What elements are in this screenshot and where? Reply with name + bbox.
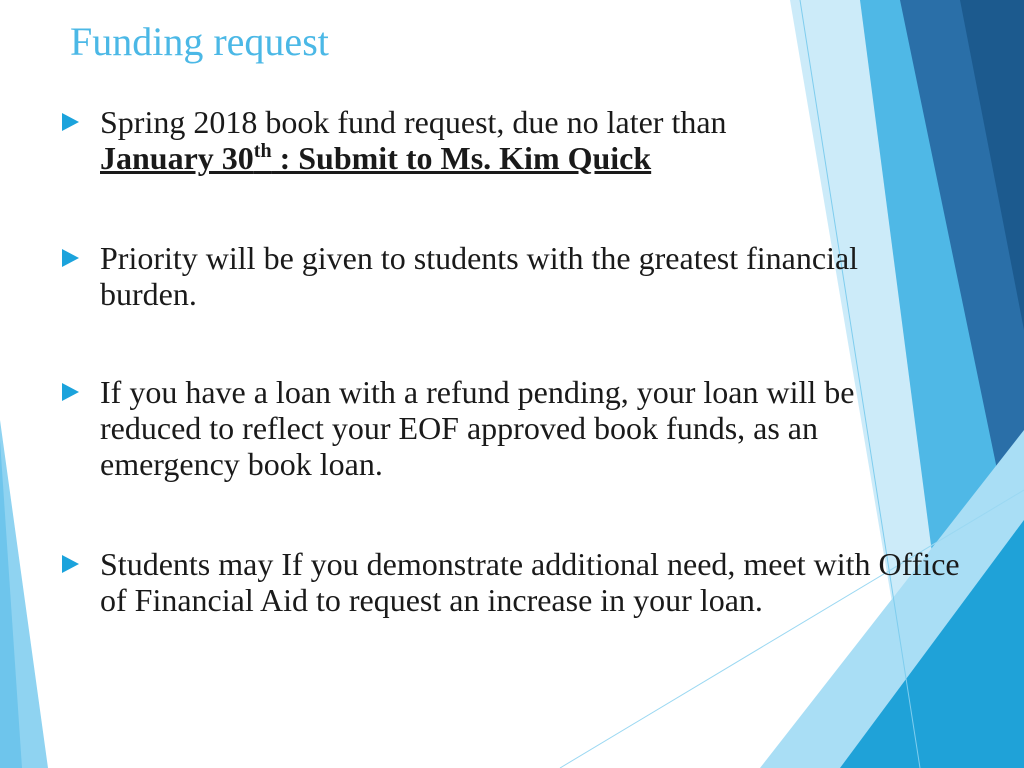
- deadline-emphasis: [100, 140, 651, 176]
- deadline-intro-text: Spring 2018 book fund request, due no later than: [100, 104, 727, 140]
- bullet-arrow-icon: [62, 113, 79, 131]
- bullet-text: Students may If you demonstrate additional need, meet with Office of Financial Aid to request an increase in your loan.: [100, 546, 960, 618]
- bullet-text: If you have a loan with a refund pending, your loan will be reduced to reflect your EOF approved book funds, as an emergency book loan.: [100, 374, 855, 482]
- bullet-text: Priority will be given to students with the greatest financial burden.: [100, 240, 859, 312]
- deadline-date-suffix: th: [253, 140, 272, 162]
- bullet-arrow-icon: [62, 555, 79, 573]
- slide-title: Funding request: [70, 19, 329, 64]
- deadline-date: January 30: [100, 140, 254, 176]
- bullet-arrow-icon: [62, 383, 79, 401]
- bullet-arrow-icon: [62, 249, 79, 267]
- bullet-text: [100, 104, 1000, 176]
- submit-to-text: : Submit to Ms. Kim Quick: [271, 140, 652, 176]
